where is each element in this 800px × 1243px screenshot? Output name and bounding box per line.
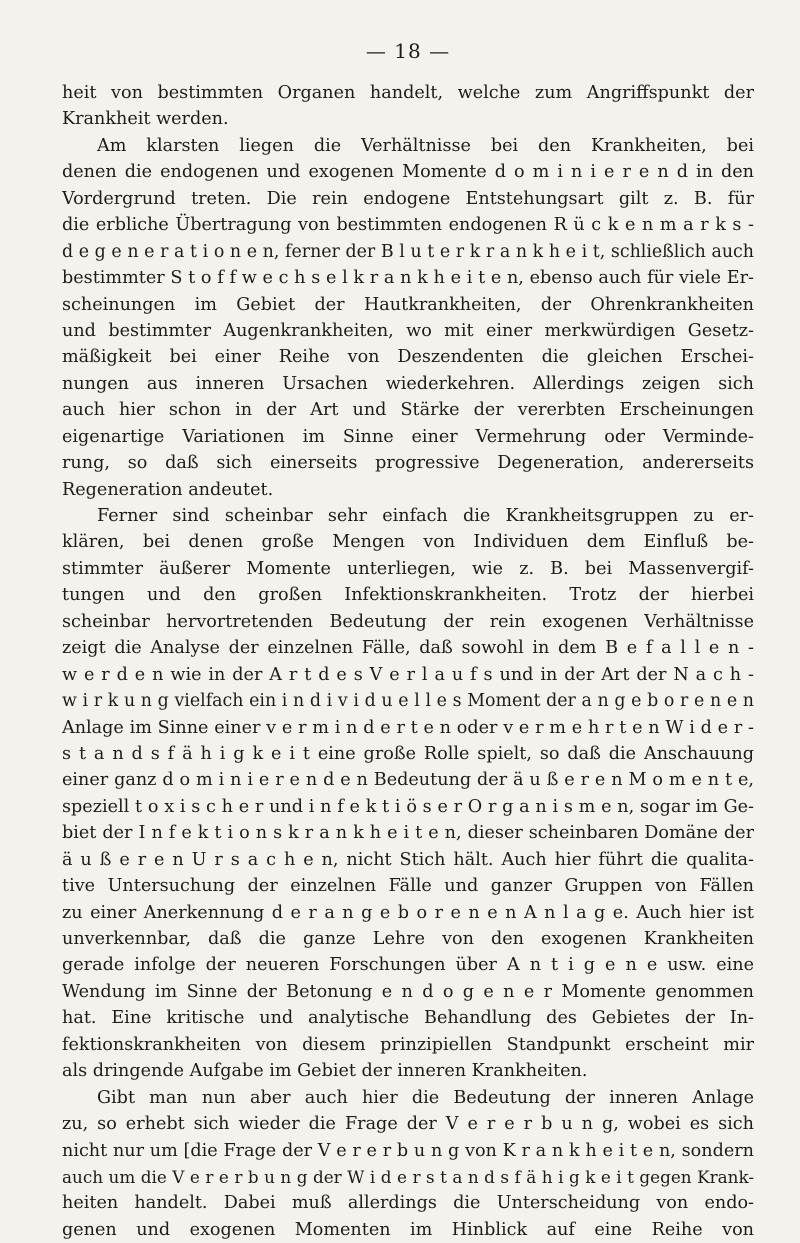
text-line: Krankheit werden. <box>62 109 229 130</box>
text-line: zeigt die Analyse der einzelnen Fälle, daß sowohl in dem B e f a l l e n - <box>62 638 754 659</box>
text-line: scheinbar hervortretenden Bedeutung der rein exogenen Verhältnisse <box>62 611 754 632</box>
text-line: als dringende Aufgabe im Gebiet der inneren Krankheiten. <box>62 1061 588 1082</box>
text-line: mäßigkeit bei einer Reihe von Deszendenten die gleichen Erschei- <box>62 347 754 368</box>
text-line: Wendung im Sinne der Betonung e n d o g e n e r Momente genommen <box>62 981 754 1002</box>
text-line: d e g e n e r a t i o n e n, ferner der B l u t e r k r a n k h e i t, schließlich auch <box>62 241 754 262</box>
text-line: nungen aus inneren Ursachen wiederkehren. Allerdings zeigen sich <box>62 373 754 394</box>
text-line: rung, so daß sich einerseits progressive Degeneration, andererseits <box>62 453 754 474</box>
text-line: auch um die V e r e r b u n g der W i d e r s t a n d s f ä h i g k e i t gegen Krank- <box>62 1166 754 1187</box>
text-line: auch hier schon in der Art und Stärke der vererbten Erscheinungen <box>62 400 754 421</box>
text-line: und bestimmter Augenkrankheiten, wo mit einer merkwürdigen Gesetz- <box>62 320 754 341</box>
text-line: Am klarsten liegen die Verhältnisse bei den Krankheiten, bei <box>97 135 754 156</box>
text-line: Vordergrund treten. Die rein endogene Entstehungsart gilt z. B. für <box>62 188 754 209</box>
text-line: klären, bei denen große Mengen von Individuen dem Einfluß be- <box>62 532 754 553</box>
text-line: biet der I n f e k t i o n s k r a n k h e i t e n, dieser scheinbaren Domäne der <box>62 823 754 844</box>
text-line: hat. Eine kritische und analytische Behandlung des Gebietes der In- <box>62 1008 754 1029</box>
text-line: stimmter äußerer Momente unterliegen, wie z. B. bei Massenvergif- <box>62 558 754 579</box>
text-line: zu, so erhebt sich wieder die Frage der V e r e r b u n g, wobei es sich <box>62 1114 754 1135</box>
body-text <box>62 80 754 1243</box>
text-line: eigenartige Variationen im Sinne einer Vermehrung oder Verminde- <box>62 426 754 447</box>
text-line: ä u ß e r e n U r s a c h e n, nicht Stich hält. Auch hier führt die qualita- <box>62 849 754 870</box>
text-line: zu einer Anerkennung d e r a n g e b o r e n e n A n l a g e. Auch hier ist <box>62 902 754 923</box>
text-line: Anlage im Sinne einer v e r m i n d e r t e n oder v e r m e h r t e n W i d e r - <box>62 717 754 738</box>
text-line: w e r d e n wie in der A r t d e s V e r l a u f s und in der Art der N a c h - <box>62 664 754 685</box>
text-line: tungen und den großen Infektionskrankheiten. Trotz der hierbei <box>62 585 754 606</box>
text-line: Ferner sind scheinbar sehr einfach die Krankheitsgruppen zu er- <box>97 506 754 526</box>
text-line: einer ganz d o m i n i e r e n d e n Bedeutung der ä u ß e r e n M o m e n t e, <box>62 770 754 791</box>
text-line: s t a n d s f ä h i g k e i t eine große Rolle spielt, so daß die Anschauung <box>62 743 754 764</box>
text-line: Gibt man nun aber auch hier die Bedeutung der inneren Anlage <box>97 1087 754 1108</box>
text-line: Regeneration andeutet. <box>62 479 274 500</box>
page-number: — 18 — <box>365 39 451 63</box>
text-line: denen die endogenen und exogenen Momente d o m i n i e r e n d in den <box>62 162 754 183</box>
text-line: bestimmter S t o f f w e c h s e l k r a n k h e i t e n, ebenso auch für viele Er- <box>62 268 754 289</box>
text-line: scheinungen im Gebiet der Hautkrankheiten, der Ohrenkrankheiten <box>62 294 754 315</box>
text-line: w i r k u n g vielfach ein i n d i v i d u e l l e s Moment der a n g e b o r e n e n <box>62 691 754 712</box>
text-line: gerade infolge der neueren Forschungen über A n t i g e n e usw. eine <box>62 955 754 976</box>
text-line: speziell t o x i s c h e r und i n f e k t i ö s e r O r g a n i s m e n, sogar im Ge- <box>62 796 754 817</box>
text-line: fektionskrankheiten von diesem prinzipiellen Standpunkt erscheint mir <box>62 1034 754 1055</box>
text-line: heit von bestimmten Organen handelt, welche zum Angriffspunkt der <box>62 83 754 103</box>
text-line: nicht nur um [die Frage der V e r e r b u n g von K r a n k h e i t e n, sondern <box>62 1140 754 1161</box>
text-line: tive Untersuchung der einzelnen Fälle und ganzer Gruppen von Fällen <box>62 876 754 897</box>
text-line: heiten handelt. Dabei muß allerdings die Unterscheidung von endo- <box>62 1193 754 1214</box>
text-line: genen und exogenen Momenten im Hinblick auf eine Reihe von <box>62 1219 754 1240</box>
text-line: unverkennbar, daß die ganze Lehre von den exogenen Krankheiten <box>62 929 754 949</box>
text-line: die erbliche Übertragung von bestimmten endogenen R ü c k e n m a r k s - <box>62 215 754 236</box>
